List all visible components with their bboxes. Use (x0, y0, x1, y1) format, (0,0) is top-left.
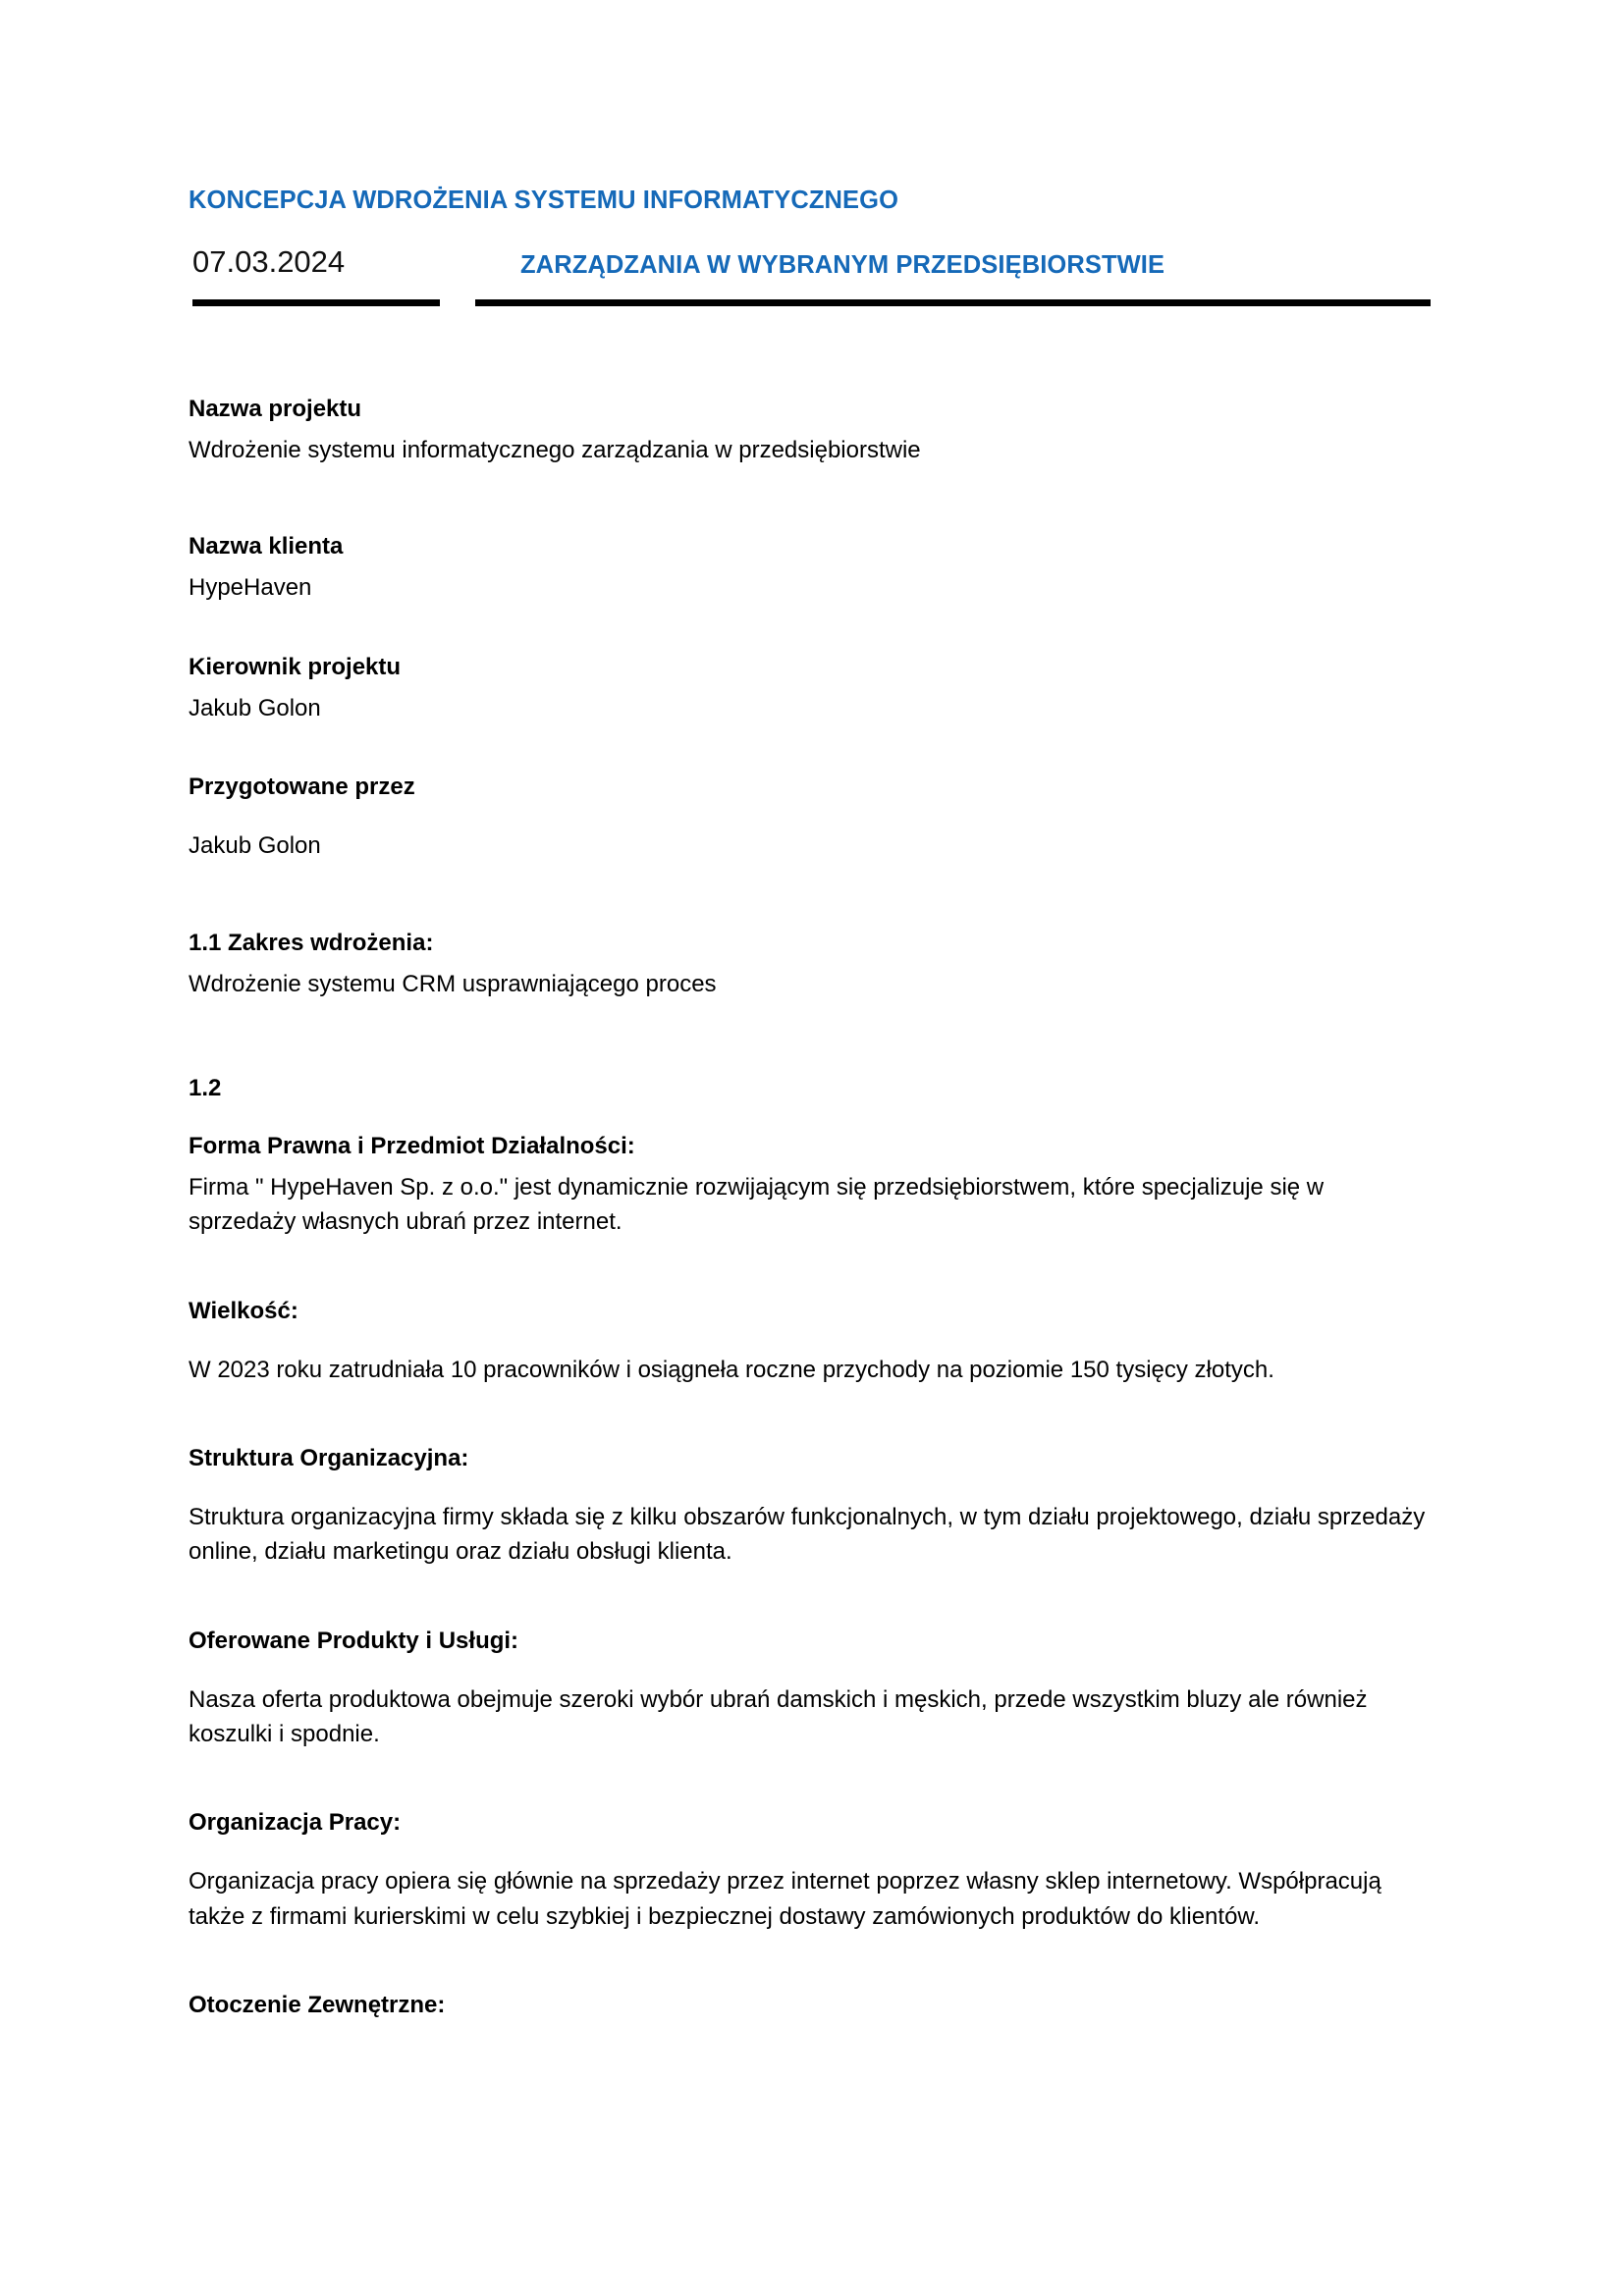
section-nazwa-klienta (189, 530, 1428, 605)
section-forma-prawna (189, 1130, 1428, 1240)
section-heading: Przygotowane przez (189, 774, 415, 801)
date-underline-rule (192, 299, 440, 306)
document-title-line-1: KONCEPCJA WDROŻENIA SYSTEMU INFORMATYCZNEGO (189, 187, 899, 214)
section-heading: Kierownik projektu (189, 653, 402, 680)
section-text: Struktura organizacyjna firmy składa się z kilku obszarów funkcjonalnych, w tym działu projektowego, działu sprzedaży online, działu marketingu oraz działu obsługi klienta. (189, 1504, 1426, 1566)
section-text: Nasza oferta produktowa obejmuje szeroki wybór ubrań damskich i męskich, przede wszystkim bluzy ale również koszulki i spodnie. (189, 1685, 1368, 1748)
section-heading: Oferowane Produkty i Usługi: (189, 1627, 519, 1654)
section-text: Wdrożenie systemu informatycznego zarządzania w przedsiębiorstwie (189, 437, 921, 464)
section-text: HypeHaven (189, 574, 312, 602)
header-date-title-row (0, 245, 1624, 314)
section-text: Jakub Golon (189, 832, 321, 860)
document-title-line-2: ZARZĄDZANIA W WYBRANYM PRZEDSIĘBIORSTWIE (520, 251, 1165, 279)
section-otoczenie-zewnetrzne (189, 1989, 1428, 2021)
section-wielkosc (189, 1295, 1428, 1387)
section-przygotowane-przez (189, 771, 1428, 863)
section-oferowane-produkty (189, 1625, 1428, 1752)
section-organizacja-pracy (189, 1806, 1428, 1934)
section-heading: Wielkość: (189, 1297, 298, 1324)
section-heading: Nazwa klienta (189, 533, 344, 561)
section-text: Firma " HypeHaven Sp. z o.o." jest dynamicznie rozwijającym się przedsiębiorstwem, które specjalizuje się w sprzedaży własnych ubrań przez internet. (189, 1174, 1325, 1236)
title-underline-rule (475, 299, 1431, 306)
section-struktura-organizacyjna (189, 1442, 1428, 1570)
section-heading: 1.1 Zakres wdrożenia: (189, 929, 434, 956)
document-body (189, 393, 1428, 2021)
section-heading: Otoczenie Zewnętrzne: (189, 1991, 446, 2018)
section-zakres-wdrozenia (189, 927, 1428, 1001)
section-text: Organizacja pracy opiera się głównie na sprzedaży przez internet poprzez własny sklep internetowy. Współpracują także z firmami kurierskimi w celu szybkiej i bezpiecznej dostawy zamówionych produktów do klientów. (189, 1868, 1381, 1930)
document-date: 07.03.2024 (192, 244, 346, 279)
section-kierownik-projektu (189, 651, 1428, 725)
section-heading: 1.2 (189, 1074, 222, 1101)
section-text: W 2023 roku zatrudniała 10 pracowników i osiągneła roczne przychody na poziomie 150 tysięcy złotych. (189, 1356, 1274, 1383)
section-heading: Struktura Organizacyjna: (189, 1445, 469, 1471)
section-heading: Nazwa projektu (189, 396, 362, 422)
section-text: Jakub Golon (189, 694, 321, 721)
section-heading: Forma Prawna i Przedmiot Działalności: (189, 1132, 635, 1159)
section-number-1-2 (189, 1072, 1428, 1104)
section-heading: Organizacja Pracy: (189, 1809, 402, 1837)
section-text: Wdrożenie systemu CRM usprawniającego proces (189, 970, 717, 997)
section-nazwa-projektu (189, 393, 1428, 467)
